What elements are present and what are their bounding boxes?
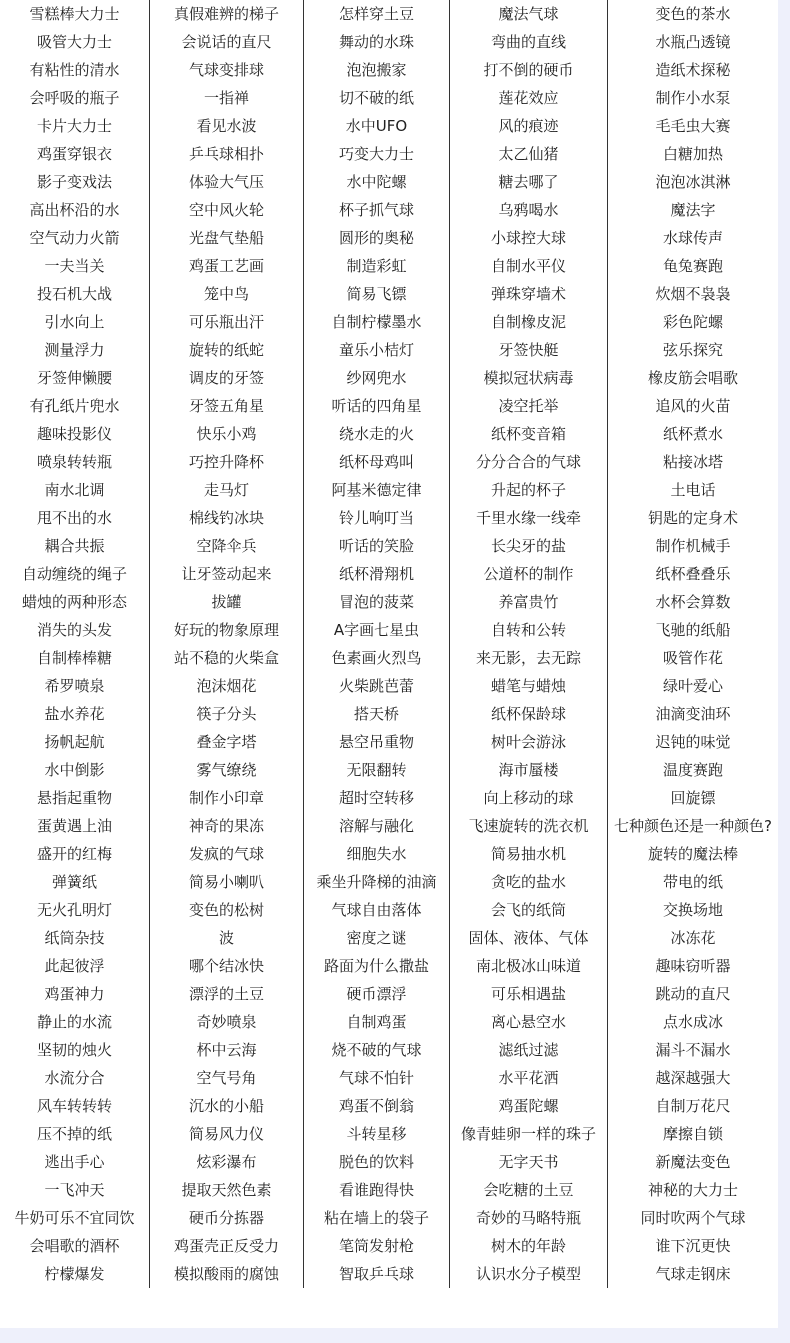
experiment-cell: 模拟酸雨的腐蚀 — [150, 1260, 304, 1288]
experiment-cell: 粘在墙上的袋子 — [304, 1204, 450, 1232]
experiment-cell: 弹珠穿墙术 — [450, 280, 608, 308]
experiment-cell: 打不倒的硬币 — [450, 56, 608, 84]
experiment-cell: 叠金字塔 — [150, 728, 304, 756]
experiment-cell: 迟钝的味觉 — [655, 733, 731, 751]
experiment-cell: 油滴变油环 — [655, 705, 731, 723]
experiment-cell: 调皮的牙签 — [150, 364, 304, 392]
experiment-cell: 认识水分子模型 — [450, 1260, 608, 1288]
experiment-cell: 简易飞镖 — [304, 280, 450, 308]
experiment-cell: 笔筒发射枪 — [304, 1232, 450, 1260]
experiment-cell: 追风的火苗 — [655, 397, 731, 415]
experiment-cell: 一夫当关 — [0, 252, 150, 280]
experiment-cell: 逃出手心 — [0, 1148, 150, 1176]
experiment-cell: 引水向上 — [0, 308, 150, 336]
experiment-cell: 压不掉的纸 — [0, 1120, 150, 1148]
experiment-cell: 漂浮的土豆 — [150, 980, 304, 1008]
experiment-cell: 笼中鸟 — [150, 280, 304, 308]
experiment-cell: 气球变排球 — [150, 56, 304, 84]
experiment-cell: 同时吹两个气球 — [640, 1209, 746, 1227]
experiment-cell: 听话的笑脸 — [304, 532, 450, 560]
experiment-cell: 自动缠绕的绳子 — [0, 560, 150, 588]
experiment-cell: 乘坐升降梯的油滴 — [304, 868, 450, 896]
experiment-cell: 水中UFO — [304, 112, 450, 140]
experiment-cell: 扬帆起航 — [0, 728, 150, 756]
experiment-cell: 飞速旋转的洗衣机 — [450, 812, 608, 840]
experiment-cell: 神奇的果冻 — [150, 812, 304, 840]
experiment-cell: 奇妙的马略特瓶 — [450, 1204, 608, 1232]
experiment-cell: 静止的水流 — [0, 1008, 150, 1036]
experiment-cell: 鸡蛋壳正反受力 — [150, 1232, 304, 1260]
experiment-cell: 风车转转转 — [0, 1092, 150, 1120]
experiment-cell: 有孔纸片兜水 — [0, 392, 150, 420]
experiment-cell: 橡皮筋会唱歌 — [647, 369, 738, 387]
experiment-cell: 凌空托举 — [450, 392, 608, 420]
experiment-cell: 阿基米德定律 — [304, 476, 450, 504]
experiment-cell: 风的痕迹 — [450, 112, 608, 140]
experiment-cell: 树叶会游泳 — [450, 728, 608, 756]
experiment-cell: 跳动的直尺 — [655, 985, 731, 1003]
experiment-cell: 投石机大战 — [0, 280, 150, 308]
experiment-cell: 蜡笔与蜡烛 — [450, 672, 608, 700]
experiment-cell: 无火孔明灯 — [0, 896, 150, 924]
experiment-cell: 空降伞兵 — [150, 532, 304, 560]
experiment-cell: 纸杯母鸡叫 — [304, 448, 450, 476]
experiment-cell: 简易抽水机 — [450, 840, 608, 868]
experiment-cell: 海市蜃楼 — [450, 756, 608, 784]
experiment-cell: 悬空吊重物 — [304, 728, 450, 756]
experiment-cell: 白糖加热 — [662, 145, 723, 163]
experiment-cell: 波 — [150, 924, 304, 952]
experiment-cell: 趣味投影仪 — [0, 420, 150, 448]
experiment-cell: 自制柠檬墨水 — [304, 308, 450, 336]
experiment-cell: 毛毛虫大赛 — [655, 117, 731, 135]
experiment-cell: 温度赛跑 — [662, 761, 723, 779]
experiment-cell: 奇妙喷泉 — [150, 1008, 304, 1036]
experiment-cell: 会说话的直尺 — [150, 28, 304, 56]
experiment-cell: 弹簧纸 — [0, 868, 150, 896]
experiment-cell: 绿叶爱心 — [662, 677, 723, 695]
experiment-cell: 交换场地 — [662, 901, 723, 919]
experiment-cell: 向上移动的球 — [450, 784, 608, 812]
experiment-cell: 可乐瓶出汗 — [150, 308, 304, 336]
experiment-cell: 炫彩瀑布 — [150, 1148, 304, 1176]
experiment-cell: 固体、液体、气体 — [450, 924, 608, 952]
experiment-cell: 悬指起重物 — [0, 784, 150, 812]
experiment-cell: 公道杯的制作 — [450, 560, 608, 588]
experiment-cell: 脱色的饮料 — [304, 1148, 450, 1176]
experiment-cell: 乒乓球相扑 — [150, 140, 304, 168]
experiment-cell: 自制万花尺 — [655, 1097, 731, 1115]
experiment-cell: 趣味窃听器 — [655, 957, 731, 975]
experiment-cell: A字画七星虫 — [304, 616, 450, 644]
experiment-cell: 龟兔赛跑 — [662, 257, 723, 275]
experiment-cell: 喷泉转转瓶 — [0, 448, 150, 476]
experiment-cell: 鸡蛋神力 — [0, 980, 150, 1008]
experiment-cell: 弦乐探究 — [662, 341, 723, 359]
experiment-cell: 旋转的纸蛇 — [150, 336, 304, 364]
experiment-cell: 体验大气压 — [150, 168, 304, 196]
experiment-cell: 魔法字 — [670, 201, 716, 219]
experiment-cell: 切不破的纸 — [304, 84, 450, 112]
experiment-cell: 自制棒棒糖 — [0, 644, 150, 672]
experiment-cell: 水球传声 — [662, 229, 723, 247]
experiment-cell: 舞动的水珠 — [304, 28, 450, 56]
experiment-cell: 硬币分拣器 — [150, 1204, 304, 1232]
experiment-cell: 水平花洒 — [450, 1064, 608, 1092]
experiment-cell: 越深越强大 — [655, 1069, 731, 1087]
experiment-cell: 带电的纸 — [662, 873, 723, 891]
experiment-cell: 简易风力仪 — [150, 1120, 304, 1148]
experiment-cell: 纸杯叠叠乐 — [655, 565, 731, 583]
experiment-cell: 路面为什么撒盐 — [304, 952, 450, 980]
experiment-cell: 一指禅 — [150, 84, 304, 112]
experiment-cell: 长尖牙的盐 — [450, 532, 608, 560]
experiment-cell: 升起的杯子 — [450, 476, 608, 504]
experiment-cell: 光盘气垫船 — [150, 224, 304, 252]
experiment-cell: 看见水波 — [150, 112, 304, 140]
experiment-cell: 糖去哪了 — [450, 168, 608, 196]
experiment-cell: 空中风火轮 — [150, 196, 304, 224]
experiment-cell: 牛奶可乐不宜同饮 — [0, 1204, 150, 1232]
experiment-cell: 南水北调 — [0, 476, 150, 504]
experiment-cell: 牙签五角星 — [150, 392, 304, 420]
experiment-cell: 离心悬空水 — [450, 1008, 608, 1036]
experiment-cell: 乌鸦喝水 — [450, 196, 608, 224]
experiment-cell: 会飞的纸筒 — [450, 896, 608, 924]
experiment-cell: 铃儿响叮当 — [304, 504, 450, 532]
experiment-cell: 智取乒乓球 — [304, 1260, 450, 1288]
experiment-cell: 纸杯变音箱 — [450, 420, 608, 448]
experiment-cell: 一飞冲天 — [0, 1176, 150, 1204]
experiment-cell: 自转和公转 — [450, 616, 608, 644]
experiment-cell: 无字天书 — [450, 1148, 608, 1176]
experiment-cell: 坚韧的烛火 — [0, 1036, 150, 1064]
experiment-cell: 棉线钓冰块 — [150, 504, 304, 532]
experiment-cell: 拔罐 — [150, 588, 304, 616]
experiment-cell: 蜡烛的两种形态 — [0, 588, 150, 616]
experiment-cell: 彩色陀螺 — [662, 313, 723, 331]
experiment-cell: 有粘性的清水 — [0, 56, 150, 84]
experiment-cell: 会吃糖的土豆 — [450, 1176, 608, 1204]
experiment-cell: 滤纸过滤 — [450, 1036, 608, 1064]
experiment-cell: 变色的茶水 — [655, 5, 731, 23]
experiment-cell: 弯曲的直线 — [450, 28, 608, 56]
experiment-cell: 变色的松树 — [150, 896, 304, 924]
experiment-cell: 怎样穿土豆 — [304, 0, 450, 28]
experiment-cell: 会呼吸的瓶子 — [0, 84, 150, 112]
experiment-cell: 卡片大力士 — [0, 112, 150, 140]
experiment-cell: 纸筒杂技 — [0, 924, 150, 952]
experiment-cell: 鸡蛋穿银衣 — [0, 140, 150, 168]
experiment-cell: 莲花效应 — [450, 84, 608, 112]
experiment-cell: 真假难辨的梯子 — [150, 0, 304, 28]
experiment-cell: 水流分合 — [0, 1064, 150, 1092]
experiment-cell: 制作小印章 — [150, 784, 304, 812]
experiment-cell: 影子变戏法 — [0, 168, 150, 196]
experiment-cell: 雪糕棒大力士 — [0, 0, 150, 28]
experiment-cell: 纱网兜水 — [304, 364, 450, 392]
experiment-cell: 站不稳的火柴盒 — [150, 644, 304, 672]
experiment-cell: 巧控升降杯 — [150, 448, 304, 476]
experiment-cell: 快乐小鸡 — [150, 420, 304, 448]
experiment-cell: 简易小喇叭 — [150, 868, 304, 896]
experiment-cell: 鸡蛋陀螺 — [450, 1092, 608, 1120]
experiment-cell: 制作机械手 — [655, 537, 731, 555]
experiment-cell: 自制橡皮泥 — [450, 308, 608, 336]
experiment-cell: 纸杯滑翔机 — [304, 560, 450, 588]
experiment-cell: 密度之谜 — [304, 924, 450, 952]
experiment-cell: 测量浮力 — [0, 336, 150, 364]
experiment-cell: 点水成冰 — [662, 1013, 723, 1031]
experiment-cell: 哪个结冰快 — [150, 952, 304, 980]
experiment-cell: 七种颜色还是一种颜色? — [614, 817, 772, 835]
experiment-cell: 旋转的魔法棒 — [647, 845, 738, 863]
experiment-cell: 牙签伸懒腰 — [0, 364, 150, 392]
experiment-cell: 硬币漂浮 — [304, 980, 450, 1008]
experiment-cell: 粘接冰塔 — [662, 453, 723, 471]
experiment-cell: 漏斗不漏水 — [655, 1041, 731, 1059]
experiment-cell: 泡泡冰淇淋 — [655, 173, 731, 191]
experiment-cell: 搭天桥 — [304, 700, 450, 728]
experiment-cell: 气球走钢床 — [655, 1265, 731, 1283]
experiment-cell: 像青蛙卵一样的珠子 — [450, 1120, 608, 1148]
experiment-cell: 火柴跳芭蕾 — [304, 672, 450, 700]
experiment-cell: 摩擦自锁 — [662, 1125, 723, 1143]
experiment-cell: 斗转星移 — [304, 1120, 450, 1148]
experiment-cell: 听话的四角星 — [304, 392, 450, 420]
experiment-cell: 泡沫烟花 — [150, 672, 304, 700]
experiment-cell: 高出杯沿的水 — [0, 196, 150, 224]
experiment-cell: 炊烟不袅袅 — [655, 285, 731, 303]
experiment-cell: 吸管作花 — [662, 649, 723, 667]
experiment-cell: 冰冻花 — [670, 929, 716, 947]
experiment-cell: 鸡蛋不倒翁 — [304, 1092, 450, 1120]
experiment-cell: 好玩的物象原理 — [150, 616, 304, 644]
experiment-cell: 小球控大球 — [450, 224, 608, 252]
experiment-cell: 回旋镖 — [670, 789, 716, 807]
experiment-cell: 水瓶凸透镜 — [655, 33, 731, 51]
experiment-cell: 雾气缭绕 — [150, 756, 304, 784]
experiment-cell: 盛开的红梅 — [0, 840, 150, 868]
experiment-cell: 杯中云海 — [150, 1036, 304, 1064]
experiment-cell: 吸管大力士 — [0, 28, 150, 56]
experiment-cell: 南北极冰山味道 — [450, 952, 608, 980]
experiment-cell: 土电话 — [670, 481, 716, 499]
experiment-cell: 千里水缘一线牵 — [450, 504, 608, 532]
experiment-cell: 纸杯保龄球 — [450, 700, 608, 728]
experiment-cell: 自制水平仪 — [450, 252, 608, 280]
experiment-cell: 造纸术探秘 — [655, 61, 731, 79]
experiment-cell: 无限翻转 — [304, 756, 450, 784]
experiment-cell: 气球不怕针 — [304, 1064, 450, 1092]
experiment-cell: 制造彩虹 — [304, 252, 450, 280]
experiment-cell: 空气号角 — [150, 1064, 304, 1092]
experiment-cell: 盐水养花 — [0, 700, 150, 728]
experiment-cell: 筷子分头 — [150, 700, 304, 728]
experiment-cell: 鸡蛋工艺画 — [150, 252, 304, 280]
experiment-cell: 水中陀螺 — [304, 168, 450, 196]
experiment-cell: 泡泡搬家 — [304, 56, 450, 84]
experiment-cell: 绕水走的火 — [304, 420, 450, 448]
experiment-cell: 自制鸡蛋 — [304, 1008, 450, 1036]
experiment-cell: 发疯的气球 — [150, 840, 304, 868]
experiment-cell: 水中倒影 — [0, 756, 150, 784]
experiment-cell: 沉水的小船 — [150, 1092, 304, 1120]
experiment-cell: 可乐相遇盐 — [450, 980, 608, 1008]
experiment-cell: 会唱歌的酒杯 — [0, 1232, 150, 1260]
experiment-cell: 甩不出的水 — [0, 504, 150, 532]
experiment-cell: 纸杯煮水 — [662, 425, 723, 443]
experiment-cell: 蛋黄遇上油 — [0, 812, 150, 840]
experiment-cell: 气球自由落体 — [304, 896, 450, 924]
experiment-cell: 色素画火烈鸟 — [304, 644, 450, 672]
experiment-cell: 柠檬爆发 — [0, 1260, 150, 1288]
experiment-cell: 水杯会算数 — [655, 593, 731, 611]
experiment-cell: 烧不破的气球 — [304, 1036, 450, 1064]
experiment-cell: 走马灯 — [150, 476, 304, 504]
experiment-cell: 消失的头发 — [0, 616, 150, 644]
experiment-cell: 细胞失水 — [304, 840, 450, 868]
experiment-cell: 冒泡的菠菜 — [304, 588, 450, 616]
experiment-cell: 超时空转移 — [304, 784, 450, 812]
experiment-cell: 耦合共振 — [0, 532, 150, 560]
experiment-cell: 牙签快艇 — [450, 336, 608, 364]
experiment-cell: 圆形的奥秘 — [304, 224, 450, 252]
experiment-cell: 分分合合的气球 — [450, 448, 608, 476]
experiment-cell: 看谁跑得快 — [304, 1176, 450, 1204]
experiment-cell: 模拟冠状病毒 — [450, 364, 608, 392]
experiment-cell: 溶解与融化 — [304, 812, 450, 840]
experiment-cell: 钥匙的定身术 — [647, 509, 738, 527]
experiment-cell: 童乐小桔灯 — [304, 336, 450, 364]
experiment-cell: 来无影，去无踪 — [450, 644, 608, 672]
experiment-cell: 贪吃的盐水 — [450, 868, 608, 896]
experiment-cell: 希罗喷泉 — [0, 672, 150, 700]
experiment-cell: 太乙仙猪 — [450, 140, 608, 168]
experiment-cell: 神秘的大力士 — [647, 1181, 738, 1199]
experiment-cell: 飞驰的纸船 — [655, 621, 731, 639]
experiment-cell: 此起彼浮 — [0, 952, 150, 980]
experiment-cell: 让牙签动起来 — [150, 560, 304, 588]
experiment-cell: 养富贵竹 — [450, 588, 608, 616]
experiment-cell: 制作小水泵 — [655, 89, 731, 107]
experiment-cell: 谁下沉更快 — [655, 1237, 731, 1255]
experiment-cell: 巧变大力士 — [304, 140, 450, 168]
experiment-cell: 空气动力火箭 — [0, 224, 150, 252]
experiment-cell: 树木的年龄 — [450, 1232, 608, 1260]
experiment-cell: 杯子抓气球 — [304, 196, 450, 224]
experiment-cell: 魔法气球 — [450, 0, 608, 28]
experiment-cell: 提取天然色素 — [150, 1176, 304, 1204]
experiment-cell: 新魔法变色 — [655, 1153, 731, 1171]
